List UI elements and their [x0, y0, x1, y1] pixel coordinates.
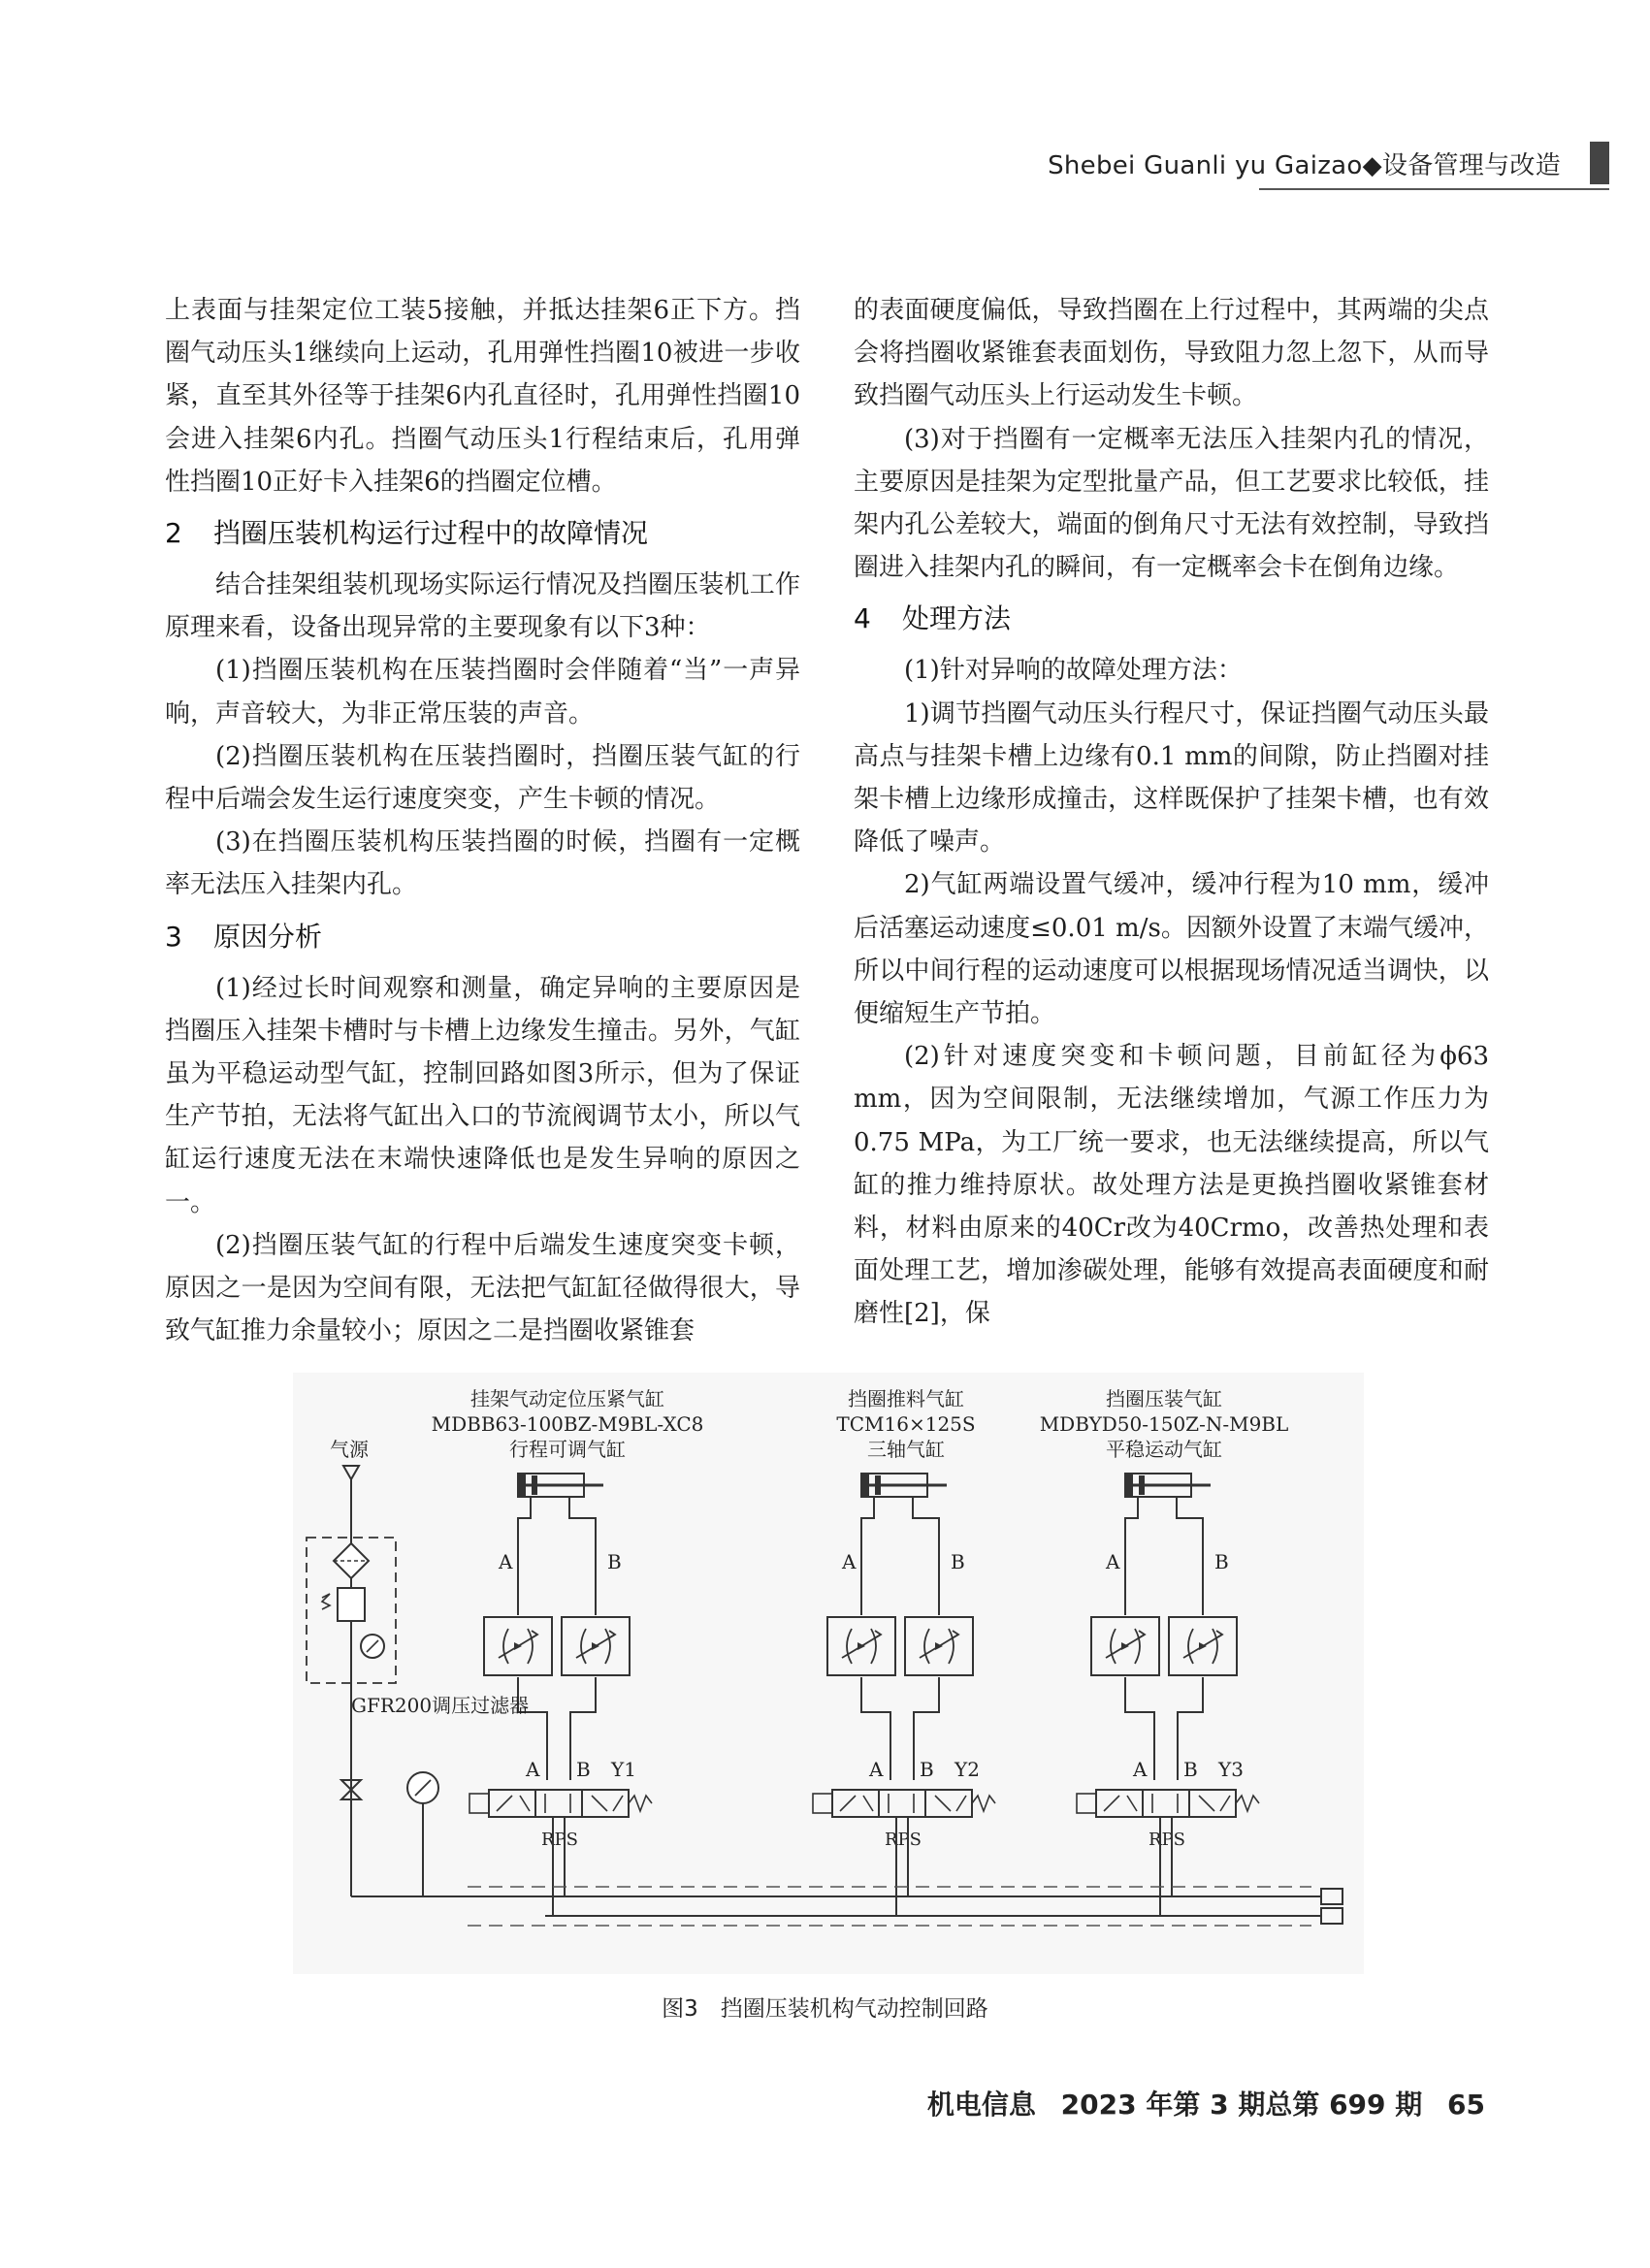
valve-port-b: B	[920, 1758, 934, 1781]
pressure-gauge-icon	[361, 1635, 384, 1658]
running-head	[0, 146, 1650, 194]
port-a-label: A	[1106, 1550, 1120, 1573]
port-b-label: B	[951, 1550, 965, 1573]
paragraph: (2)挡圈压装气缸的行程中后端发生速度突变卡顿，原因之一是因为空间有限，无法把气缸缸径做得很大，导致气缸推力余量较小；原因之二是挡圈收紧锥套	[165, 1230, 800, 1346]
port-a-label: A	[842, 1550, 857, 1573]
valve-port-b: B	[576, 1758, 591, 1781]
section-heading: 3 原因分析	[165, 920, 323, 953]
paragraph: (2)挡圈压装机构在压装挡圈时，挡圈压装气缸的行程中后端会发生运行速度突变，产生卡顿的情况。	[165, 741, 800, 815]
valve-port-a: A	[1133, 1758, 1148, 1781]
paragraph: (3)在挡圈压装机构压装挡圈的时候，挡圈有一定概率无法压入挂架内孔。	[165, 827, 800, 900]
cylinder-3-type: 平稳运动气缸	[1106, 1438, 1222, 1461]
cylinder-2-type: 三轴气缸	[867, 1438, 945, 1461]
running-head-bar	[1590, 142, 1609, 184]
valve-port-rps: RPS	[885, 1830, 922, 1850]
filter-regulator-label: GFR200调压过滤器	[351, 1694, 530, 1717]
running-head-text: Shebei Guanli yu Gaizao◆设备管理与改造	[1048, 151, 1561, 180]
section-heading: 4 处理方法	[854, 602, 1012, 635]
paragraph: 上表面与挂架定位工装5接触，并抵达挂架6正下方。挡圈气动压头1继续向上运动，孔用弹性挡圈10被进一步收紧，直至其外径等于挂架6内孔直径时，孔用弹性挡圈10会进入挂架6内孔。挡圈气动压头1行程结束后，孔用弹性挡圈10正好卡入挂架6的挡圈定位槽。	[165, 296, 800, 497]
valve-port-rps: RPS	[541, 1830, 578, 1850]
valve-port-a: A	[869, 1758, 884, 1781]
cylinder-2-label: 挡圈推料气缸	[848, 1387, 964, 1410]
valve-2-label: Y2	[954, 1758, 980, 1781]
cylinder-1-type: 行程可调气缸	[509, 1438, 626, 1461]
section-heading: 2 挡圈压装机构运行过程中的故障情况	[165, 517, 649, 550]
page-footer	[912, 2084, 1485, 2122]
valve-3-label: Y3	[1218, 1758, 1244, 1781]
paragraph: 结合挂架组装机现场实际运行情况及挡圈压装机工作原理来看，设备出现异常的主要现象有以下3种：	[165, 570, 800, 643]
issue-info: 2023 年第 3 期总第 699 期	[1060, 2089, 1423, 2121]
valve-1-label: Y1	[611, 1758, 636, 1781]
paragraph: (1)挡圈压装机构在压装挡圈时会伴随着“当”一声异响，声音较大，为非正常压装的声音。	[165, 656, 800, 729]
paragraph: (1)经过长时间观察和测量，确定异响的主要原因是挡圈压入挂架卡槽时与卡槽上边缘发生撞击。另外，气缸虽为平稳运动型气缸，控制回路如图3所示，但为了保证生产节拍，无法将气缸出入口的节流阀调节太小，所以气缸运行速度无法在末端快速降低也是发生异响的原因之一。	[165, 973, 800, 1217]
valve-port-rps: RPS	[1149, 1830, 1185, 1850]
page-number: 65	[1447, 2089, 1485, 2121]
paragraph: (1)针对异响的故障处理方法：	[904, 656, 1243, 686]
figure-caption: 图3 挡圈压装机构气动控制回路	[662, 1996, 988, 2022]
pneumatic-circuit-figure	[293, 1373, 1364, 1974]
port-b-label: B	[1214, 1550, 1229, 1573]
cylinder-3-model: MDBYD50-150Z-N-M9BL	[1039, 1412, 1289, 1436]
cylinder-3-label: 挡圈压装气缸	[1106, 1387, 1222, 1410]
paragraph: (2)针对速度突变和卡顿问题，目前缸径为ϕ63 mm，因为空间限制，无法继续增加，气源工作压力为0.75 MPa，为工厂统一要求，也无法继续提高，所以气缸的推力维持原状。故处理方法是更换挡圈收紧锥套材料，材料由原来的40Cr改为40Crmo，改善热处理和表面处理工艺，增加渗碳处理，能够有效提高表面硬度和耐磨性[2]，保	[854, 1042, 1489, 1329]
paragraph: (3)对于挡圈有一定概率无法压入挂架内孔的情况，主要原因是挂架为定型批量产品，但工艺要求比较低，挂架内孔公差较大，端面的倒角尺寸无法有效控制，导致挡圈进入挂架内孔的瞬间，有一定概率会卡在倒角边缘。	[854, 424, 1489, 583]
port-a-label: A	[499, 1550, 513, 1573]
cylinder-2-model: TCM16×125S	[836, 1412, 976, 1436]
right-column	[854, 289, 1489, 1336]
cylinder-1-label: 挂架气动定位压紧气缸	[470, 1387, 664, 1410]
paragraph: 1)调节挡圈气动压头行程尺寸，保证挡圈气动压头最高点与挂架卡槽上边缘有0.1 mm的间隙，防止挡圈对挂架卡槽上边缘形成撞击，这样既保护了挂架卡槽，也有效降低了噪声。	[854, 698, 1489, 858]
air-source-label: 气源	[330, 1438, 369, 1461]
valve-port-a: A	[526, 1758, 540, 1781]
left-column	[165, 289, 800, 1352]
cylinder-1-model: MDBB63-100BZ-M9BL-XC8	[431, 1412, 704, 1436]
pneumatic-diagram	[293, 1373, 1364, 1974]
journal-name: 机电信息	[926, 2089, 1036, 2121]
port-b-label: B	[607, 1550, 622, 1573]
paragraph: 2)气缸两端设置气缓冲，缓冲行程为10 mm，缓冲后活塞运动速度≤0.01 m/s。因额外设置了末端气缓冲，所以中间行程的运动速度可以根据现场情况适当调快，以便缩短生产节拍。	[854, 870, 1489, 1029]
paragraph: 的表面硬度偏低，导致挡圈在上行过程中，其两端的尖点会将挡圈收紧锥套表面划伤，导致阻力忽上忽下，从而导致挡圈气动压头上行运动发生卡顿。	[854, 296, 1489, 411]
running-head-rule	[1259, 188, 1609, 190]
valve-port-b: B	[1183, 1758, 1198, 1781]
